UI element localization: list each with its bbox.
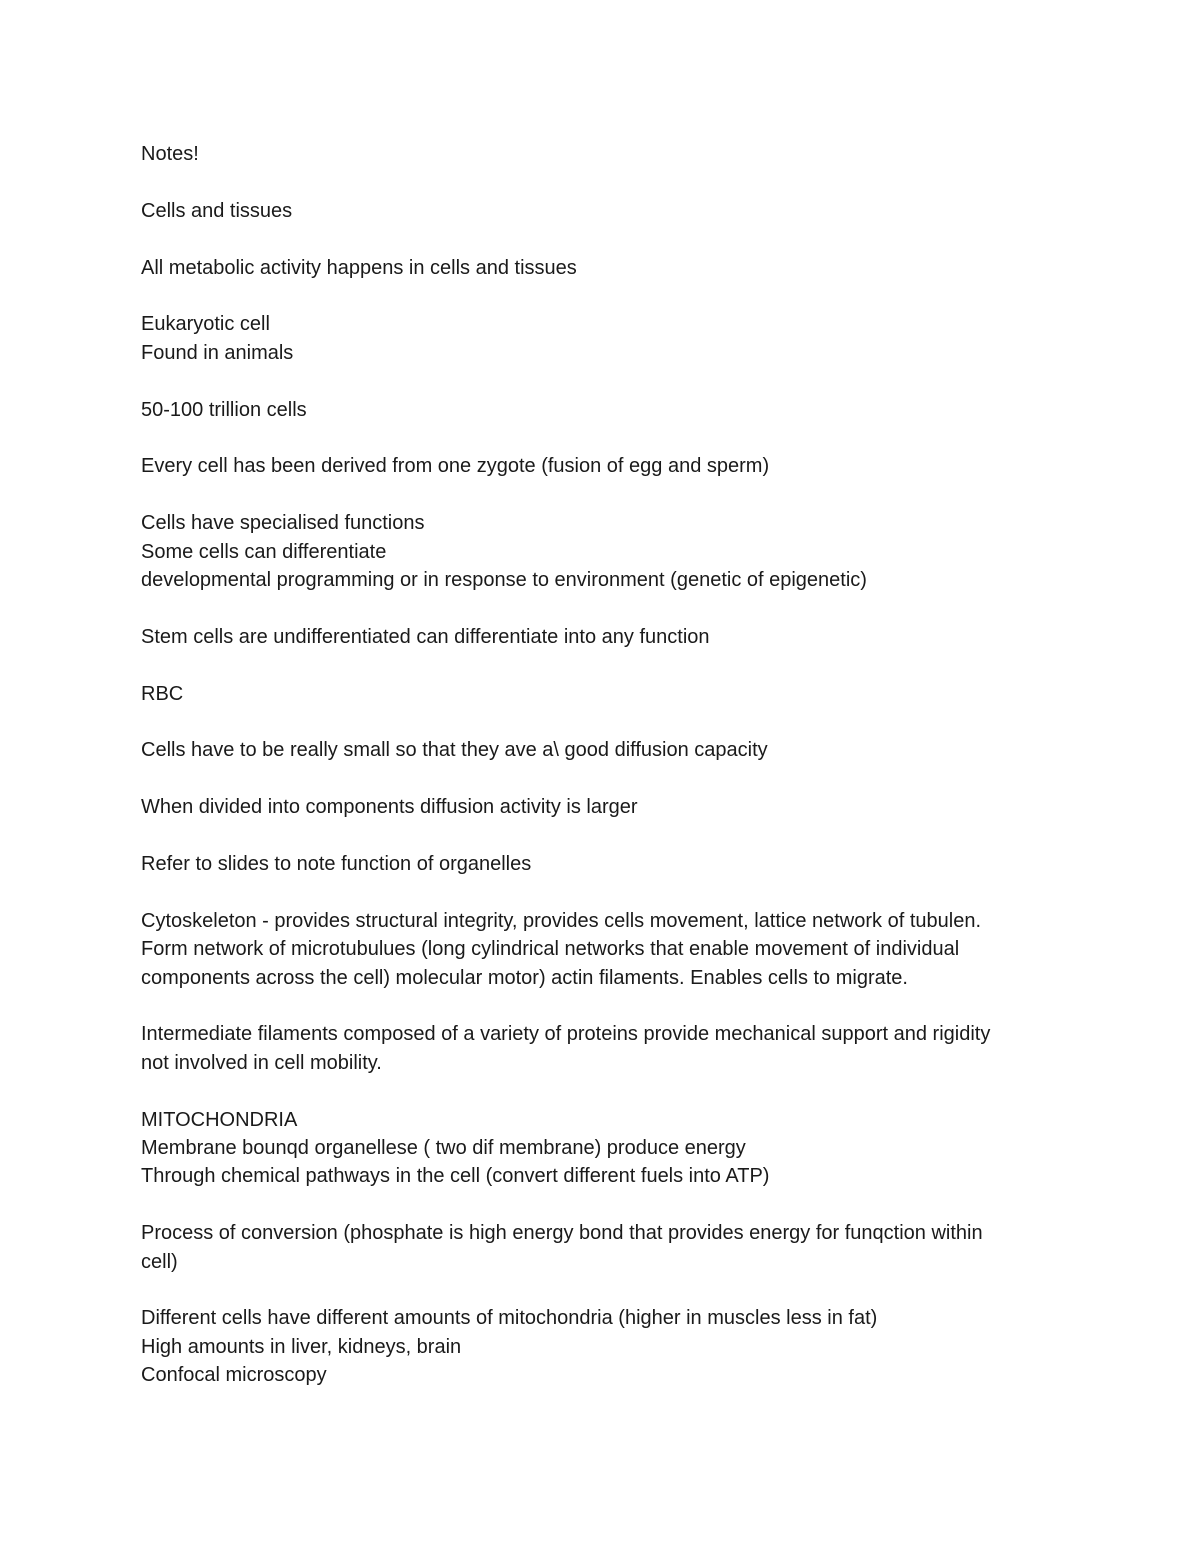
paragraph [141, 1219, 1071, 1276]
text-line: Stem cells are undifferentiated can differentiate into any function [141, 625, 710, 648]
text-line: not involved in cell mobility. [141, 1051, 382, 1074]
paragraph [141, 1106, 1071, 1191]
paragraph [141, 254, 1071, 282]
text-line: Cells have specialised functions [141, 512, 425, 535]
text-line: Eukaryotic cell [141, 313, 270, 336]
text-line: Every cell has been derived from one zygote (fusion of egg and sperm) [141, 455, 770, 478]
text-line: Cells have to be really small so that they ave a\ good diffusion capacity [141, 739, 768, 762]
text-line: When divided into components diffusion activity is larger [141, 796, 638, 819]
paragraph [141, 680, 1071, 708]
paragraph [141, 1304, 1071, 1389]
text-line: Cytoskeleton - provides structural integrity, provides cells movement, lattice network of tubulen. [141, 909, 981, 932]
paragraph [141, 736, 1071, 764]
paragraph [141, 623, 1071, 651]
text-line: Cells and tissues [141, 199, 293, 222]
paragraph [141, 197, 1071, 225]
text-line: Notes! [141, 143, 199, 165]
paragraph [141, 396, 1071, 424]
text-line: developmental programming or in response to environment (genetic of epigenetic) [141, 569, 867, 591]
text-line: Found in animals [141, 341, 294, 364]
paragraph [141, 509, 1071, 594]
paragraph [141, 907, 1071, 992]
paragraph [141, 140, 1071, 168]
paragraph [141, 850, 1071, 878]
text-line: Membrane bounqd organellese ( two dif membrane) produce energy [141, 1137, 746, 1159]
text-line: MITOCHONDRIA [141, 1108, 298, 1131]
text-line: cell) [141, 1250, 178, 1273]
paragraph [141, 1020, 1071, 1077]
text-line: Confocal microscopy [141, 1364, 327, 1387]
text-line: Different cells have different amounts of mitochondria (higher in muscles less in fat) [141, 1307, 878, 1330]
text-line: Intermediate filaments composed of a variety of proteins provide mechanical support and rigidity [141, 1023, 991, 1046]
text-line: All metabolic activity happens in cells and tissues [141, 256, 577, 279]
text-line: High amounts in liver, kidneys, brain [141, 1335, 462, 1358]
text-line: Through chemical pathways in the cell (convert different fuels into ATP) [141, 1165, 770, 1188]
text-line: RBC [141, 682, 184, 705]
text-line: Process of conversion (phosphate is high energy bond that provides energy for funqction within [141, 1222, 983, 1245]
text-line: Refer to slides to note function of organelles [141, 852, 532, 875]
paragraph [141, 793, 1071, 821]
paragraph [141, 452, 1071, 480]
paragraph [141, 310, 1071, 367]
text-line: 50-100 trillion cells [141, 398, 307, 421]
text-line: components across the cell) molecular motor) actin filaments. Enables cells to migrate. [141, 966, 908, 989]
text-line: Some cells can differentiate [141, 540, 387, 563]
document-body [141, 140, 1071, 1418]
text-line: Form network of microtubulues (long cylindrical networks that enable movement of individual [141, 938, 960, 961]
